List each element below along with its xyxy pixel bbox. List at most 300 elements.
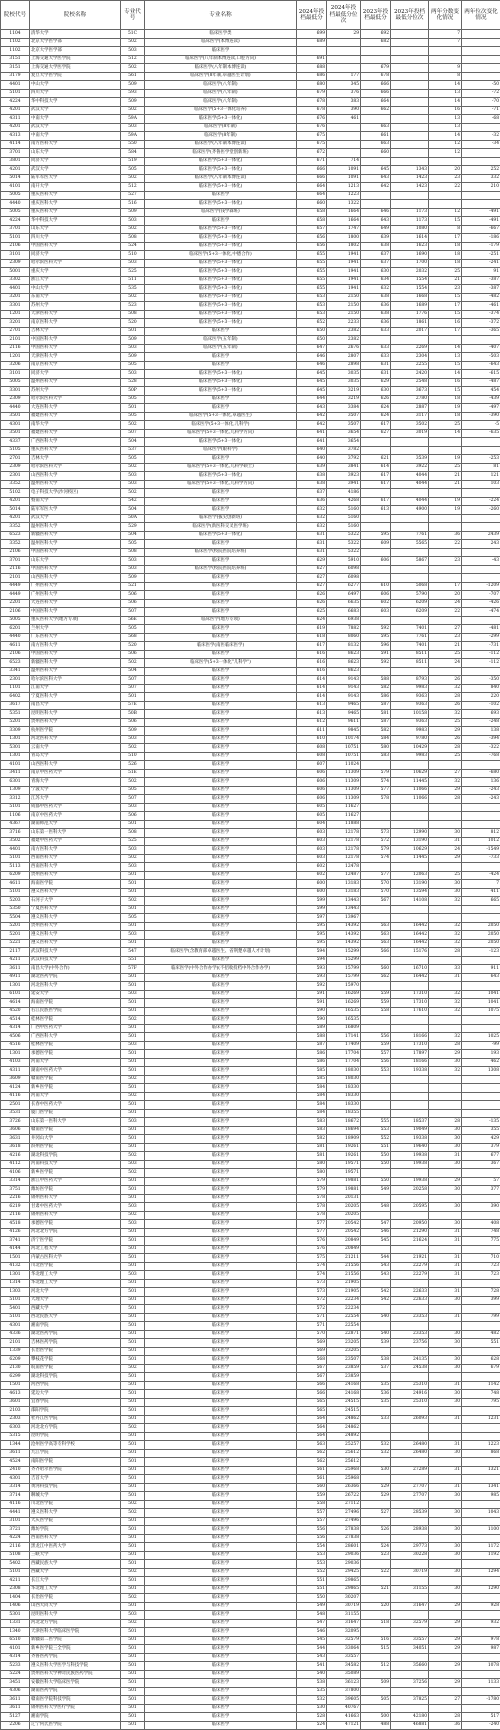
cell-rank-2023 xyxy=(391,200,429,209)
table-row xyxy=(1,191,500,200)
cell-major-code: 506 xyxy=(121,812,145,821)
cell-score-2023: 626 xyxy=(361,395,391,404)
cell-school-name: 贵州医科大学神奇民族医药学院 xyxy=(30,1670,121,1679)
cell-school-code: 5127 xyxy=(1,1713,30,1722)
cell-major-code: 501 xyxy=(121,1177,145,1186)
cell-rank-change: -1549 xyxy=(462,846,500,855)
cell-score-2024: 535 xyxy=(297,1687,327,1696)
cell-score-2023: 617 xyxy=(361,421,391,430)
table-row xyxy=(1,115,500,124)
cell-school-code: 3611 xyxy=(1,965,30,974)
cell-score-2023: 537 xyxy=(361,1364,391,1373)
cell-school-code: 4101 xyxy=(1,1645,30,1654)
cell-score-2023 xyxy=(361,1075,391,1084)
cell-score-change: 29 xyxy=(429,1645,462,1654)
cell-rank-2024: 3219 xyxy=(327,387,361,396)
col-header-2024-rank: 2024年投档最低分位次 xyxy=(327,1,361,30)
cell-score-2024: 579 xyxy=(297,1177,327,1186)
cell-score-2024: 608 xyxy=(297,744,327,753)
cell-rank-2023 xyxy=(391,1517,429,1526)
cell-major-code: 501 xyxy=(121,905,145,914)
cell-score-2023 xyxy=(361,191,391,200)
table-row xyxy=(1,837,500,846)
cell-score-2024: 564 xyxy=(297,1432,327,1441)
cell-score-change: 28 xyxy=(429,795,462,804)
cell-school-code: 6303 xyxy=(1,1424,30,1433)
cell-school-name: 北京大学医学部 xyxy=(30,38,121,47)
cell-score-change xyxy=(429,1432,462,1441)
cell-rank-2023 xyxy=(391,1458,429,1467)
cell-score-change: 27 xyxy=(429,769,462,778)
cell-rank-2024: 23205 xyxy=(327,1347,361,1356)
cell-major-name: 临床医学 xyxy=(145,1177,297,1186)
cell-rank-2023: 2269 xyxy=(391,344,429,353)
table-row xyxy=(1,429,500,438)
cell-rank-2024: 24862 xyxy=(327,1415,361,1424)
cell-rank-change: 193 xyxy=(462,1050,500,1059)
cell-major-code: 509 xyxy=(121,574,145,583)
cell-rank-2024: 376 xyxy=(327,89,361,98)
cell-score-2024: 647 xyxy=(297,344,327,353)
table-row xyxy=(1,480,500,489)
cell-school-name: 赣南医学院 xyxy=(30,1126,121,1135)
cell-score-change xyxy=(429,548,462,557)
cell-rank-2023: 35660 xyxy=(391,1662,429,1671)
cell-major-name: 临床医学 xyxy=(145,455,297,464)
cell-score-2024: 638 xyxy=(297,472,327,481)
cell-school-code: 4311 xyxy=(1,115,30,124)
cell-school-name: 三峡大学 xyxy=(30,1551,121,1560)
cell-school-code: 4314 xyxy=(1,1653,30,1662)
cell-major-name: 临床医学(5+3一体化,儿科学方向) xyxy=(145,429,297,438)
cell-rank-2023: 27707 xyxy=(391,1483,429,1492)
cell-score-2023: 530 xyxy=(361,1466,391,1475)
cell-school-code: 3726 xyxy=(1,1118,30,1127)
cell-major-code: 593 xyxy=(121,89,145,98)
cell-score-change xyxy=(429,982,462,991)
cell-school-name: 温州医科大学 xyxy=(30,523,121,532)
cell-school-code: 6523 xyxy=(1,531,30,540)
cell-rank-2024: 29036 xyxy=(327,1551,361,1560)
cell-score-2023 xyxy=(361,914,391,923)
col-header-major-code: 专业代号 xyxy=(121,1,145,30)
cell-score-2023: 603 xyxy=(361,608,391,617)
cell-score-change: 31 xyxy=(429,1237,462,1246)
cell-rank-2024: 27496 xyxy=(327,1517,361,1526)
table-row xyxy=(1,1016,500,1025)
cell-rank-2024: 18672 xyxy=(327,1118,361,1127)
cell-major-code: 501 xyxy=(121,1704,145,1713)
cell-school-code: 5221 xyxy=(1,939,30,948)
table-row xyxy=(1,370,500,379)
cell-rank-2024: 15299 xyxy=(327,956,361,965)
cell-rank-change: 367 xyxy=(462,1160,500,1169)
cell-major-code: 501 xyxy=(121,1670,145,1679)
cell-major-code: 502 xyxy=(121,421,145,430)
cell-rank-2024: 3507 xyxy=(327,421,361,430)
cell-rank-2024: 2807 xyxy=(327,353,361,362)
cell-rank-change: 723 xyxy=(462,1262,500,1271)
cell-score-2024: 616 xyxy=(297,667,327,676)
cell-school-code: 3314 xyxy=(1,1177,30,1186)
cell-score-2023: 580 xyxy=(361,744,391,753)
cell-major-name: 临床医学 xyxy=(145,803,297,812)
cell-school-code: 3502 xyxy=(1,837,30,846)
cell-rank-2023: 18537 xyxy=(391,1118,429,1127)
table-row xyxy=(1,1475,500,1484)
cell-school-code: 1102 xyxy=(1,47,30,56)
cell-school-code: 4514 xyxy=(1,1016,30,1025)
cell-rank-2023: 17610 xyxy=(391,1007,429,1016)
table-row xyxy=(1,676,500,685)
cell-score-2024: 653 xyxy=(297,302,327,311)
cell-rank-2024: 26366 xyxy=(327,1483,361,1492)
cell-score-2024: 616 xyxy=(297,659,327,668)
cell-score-2024: 625 xyxy=(297,608,327,617)
cell-major-code: 526 xyxy=(121,761,145,770)
table-row xyxy=(1,769,500,778)
cell-score-change xyxy=(429,667,462,676)
cell-major-name: 临床医学 xyxy=(145,191,297,200)
table-row xyxy=(1,693,500,702)
cell-rank-2023 xyxy=(391,803,429,812)
cell-school-code: 2301 xyxy=(1,472,30,481)
cell-rank-2024: 345 xyxy=(327,81,361,90)
cell-score-2023: 500 xyxy=(361,1713,391,1722)
cell-major-name: 临床医学 xyxy=(145,1356,297,1365)
cell-school-name: 湖南医药学院 xyxy=(30,1687,121,1696)
table-row xyxy=(1,1568,500,1577)
cell-score-change xyxy=(429,761,462,770)
cell-major-name: 临床医学 xyxy=(145,939,297,948)
cell-major-code: 502 xyxy=(121,174,145,183)
table-row xyxy=(1,982,500,991)
cell-score-2023: 527 xyxy=(361,1509,391,1518)
cell-school-code: 1501 xyxy=(1,1381,30,1390)
cell-rank-2023 xyxy=(391,565,429,574)
cell-score-2023: 551 xyxy=(361,1143,391,1152)
cell-major-name: 临床医学 xyxy=(145,1704,297,1713)
cell-score-change xyxy=(429,1611,462,1620)
cell-major-code: 502 xyxy=(121,293,145,302)
cell-score-change: 25 xyxy=(429,718,462,727)
cell-score-change xyxy=(429,574,462,583)
cell-rank-2023: 46881 xyxy=(391,1721,429,1730)
table-row xyxy=(1,786,500,795)
cell-score-change xyxy=(429,1373,462,1382)
cell-score-2023: 581 xyxy=(361,710,391,719)
cell-school-code: 4401 xyxy=(1,285,30,294)
cell-rank-2023: 9363 xyxy=(391,693,429,702)
cell-rank-2024: 20542 xyxy=(327,1220,361,1229)
cell-rank-change xyxy=(462,1322,500,1331)
cell-score-2024: 642 xyxy=(297,421,327,430)
cell-major-code: 501 xyxy=(121,1577,145,1586)
cell-score-change: 14 xyxy=(429,344,462,353)
cell-school-code: 5105 xyxy=(1,446,30,455)
cell-score-2024: 593 xyxy=(297,973,327,982)
cell-score-2023: 555 xyxy=(361,1118,391,1127)
cell-school-name: 长春中医药大学 xyxy=(30,1101,121,1110)
cell-major-name: 临床医学 xyxy=(145,897,297,906)
cell-rank-2024: 20131 xyxy=(327,1194,361,1203)
cell-school-code: 4201 xyxy=(1,497,30,506)
cell-rank-2023 xyxy=(391,1432,429,1441)
cell-rank-2023 xyxy=(391,30,429,39)
cell-major-name: 临床医学 xyxy=(145,888,297,897)
cell-score-2023 xyxy=(361,523,391,532)
cell-rank-change: 551 xyxy=(462,1339,500,1348)
table-row xyxy=(1,531,500,540)
cell-school-name: 长治医学院 xyxy=(30,1594,121,1603)
cell-rank-2024: 23507 xyxy=(327,1356,361,1365)
cell-major-name: 临床医学 xyxy=(145,795,297,804)
cell-score-2023 xyxy=(361,115,391,124)
cell-school-code: 3801 xyxy=(1,157,30,166)
cell-score-2024: 580 xyxy=(297,1160,327,1169)
cell-score-2023: 515 xyxy=(361,1645,391,1654)
cell-major-name: 临床医学 xyxy=(145,1126,297,1135)
cell-rank-2023: 27707 xyxy=(391,1492,429,1501)
cell-major-name: 临床医学 xyxy=(145,871,297,880)
cell-score-2023 xyxy=(361,1016,391,1025)
cell-school-name: 河南大学 xyxy=(30,1058,121,1067)
cell-major-name: 临床医学(5+3一体化,儿科学硕士) xyxy=(145,463,297,472)
cell-school-name: 青岛大学 xyxy=(30,752,121,761)
cell-rank-change xyxy=(462,1279,500,1288)
cell-major-name: 临床医学(5+3一体化) xyxy=(145,225,297,234)
cell-rank-change: -224 xyxy=(462,497,500,506)
cell-score-change xyxy=(429,820,462,829)
cell-rank-2023: 13190 xyxy=(391,837,429,846)
cell-rank-2023 xyxy=(391,47,429,56)
cell-score-change: 15 xyxy=(429,293,462,302)
table-row xyxy=(1,1577,500,1586)
cell-score-2024: 577 xyxy=(297,1220,327,1229)
cell-rank-2024: 3219 xyxy=(327,395,361,404)
cell-school-name: 福建医科大学 xyxy=(30,429,121,438)
table-row xyxy=(1,1645,500,1654)
cell-major-code: 501 xyxy=(121,1330,145,1339)
cell-score-2024: 605 xyxy=(297,812,327,821)
cell-school-code: 4336 xyxy=(1,1330,30,1339)
cell-score-change: 28 xyxy=(429,744,462,753)
cell-score-2023: 592 xyxy=(361,659,391,668)
cell-score-2024: 655 xyxy=(297,268,327,277)
cell-rank-2024: 20205 xyxy=(327,1211,361,1220)
cell-school-name: 温州医科大学 xyxy=(30,378,121,387)
cell-school-code: 4132 xyxy=(1,1262,30,1271)
cell-school-name: 四川大学 xyxy=(30,89,121,98)
cell-score-2024: 607 xyxy=(297,761,327,770)
cell-score-change: 30 xyxy=(429,1126,462,1135)
cell-score-change: 20 xyxy=(429,591,462,600)
cell-rank-2023: 28539 xyxy=(391,1509,429,1518)
cell-rank-2024: 1091 xyxy=(327,166,361,175)
cell-major-code: 501 xyxy=(121,1245,145,1254)
cell-rank-2024: 9465 xyxy=(327,710,361,719)
table-row xyxy=(1,1322,500,1331)
cell-rank-2024: 18355 xyxy=(327,1109,361,1118)
table-row xyxy=(1,744,500,753)
cell-score-change: 30 xyxy=(429,1585,462,1594)
cell-rank-2024: 27496 xyxy=(327,1509,361,1518)
cell-score-change: 33 xyxy=(429,965,462,974)
cell-rank-2024: 20542 xyxy=(327,1228,361,1237)
cell-score-change: 32 xyxy=(429,939,462,948)
cell-score-2023 xyxy=(361,336,391,345)
cell-school-name: 沧州医学高等专科学校 xyxy=(30,1441,121,1450)
cell-school-name: 聊城大学 xyxy=(30,1492,121,1501)
cell-school-code: 3714 xyxy=(1,1492,30,1501)
cell-rank-2024: 11627 xyxy=(327,803,361,812)
cell-rank-change: 2439 xyxy=(462,531,500,540)
cell-rank-change xyxy=(462,1653,500,1662)
cell-rank-2024: 1802 xyxy=(327,242,361,251)
cell-school-code: 4520 xyxy=(1,1007,30,1016)
cell-score-2023: 664 xyxy=(361,98,391,107)
cell-score-2024: 678 xyxy=(297,98,327,107)
cell-rank-2023 xyxy=(391,514,429,523)
cell-rank-2023 xyxy=(391,336,429,345)
cell-major-name: 临床医学(5+3一体化) xyxy=(145,166,297,175)
cell-rank-2023: 3539 xyxy=(391,455,429,464)
cell-rank-change: 643 xyxy=(462,973,500,982)
table-row xyxy=(1,1186,500,1195)
cell-school-code: 5224 xyxy=(1,1670,30,1679)
cell-score-change: 17 xyxy=(429,302,462,311)
cell-rank-2023 xyxy=(391,1475,429,1484)
cell-score-2023: 518 xyxy=(361,1619,391,1628)
table-row xyxy=(1,1687,500,1696)
cell-rank-2024: 17141 xyxy=(327,1033,361,1042)
cell-school-code: 2116 xyxy=(1,565,30,574)
cell-school-name: 同济大学 xyxy=(30,157,121,166)
cell-major-name: 临床医学(八年制) xyxy=(145,89,297,98)
cell-rank-change: -240 xyxy=(462,1721,500,1730)
cell-rank-2024: 22554 xyxy=(327,1322,361,1331)
cell-score-2024: 547 xyxy=(297,1619,327,1628)
cell-score-2024: 645 xyxy=(297,387,327,396)
cell-rank-2023: 19338 xyxy=(391,1135,429,1144)
cell-major-code: 501 xyxy=(121,1058,145,1067)
cell-score-2024: 595 xyxy=(297,922,327,931)
cell-major-code: 501 xyxy=(121,888,145,897)
table-row xyxy=(1,557,500,566)
cell-rank-change xyxy=(462,565,500,574)
col-header-school-code: 院校代号 xyxy=(1,1,30,30)
cell-score-2023 xyxy=(361,1084,391,1093)
cell-major-name: 临床医学 xyxy=(145,1517,297,1526)
table-row xyxy=(1,1585,500,1594)
cell-rank-2023 xyxy=(391,1628,429,1637)
cell-rank-change: 377 xyxy=(462,1186,500,1195)
cell-rank-2023: 10429 xyxy=(391,744,429,753)
cell-score-2024: 594 xyxy=(297,948,327,957)
cell-score-2024: 599 xyxy=(297,905,327,914)
cell-score-2024: 599 xyxy=(297,897,327,906)
cell-rank-change: -50 xyxy=(462,81,500,90)
cell-score-2023: 633 xyxy=(361,353,391,362)
cell-rank-2024: 27838 xyxy=(327,1526,361,1535)
cell-school-code: 1301 xyxy=(1,735,30,744)
table-row xyxy=(1,1084,500,1093)
cell-score-change xyxy=(429,1084,462,1093)
cell-school-code: 4614 xyxy=(1,999,30,1008)
cell-school-code: 4211 xyxy=(1,956,30,965)
cell-school-code: 3352 xyxy=(1,523,30,532)
cell-school-name: 西藏民族大学 xyxy=(30,1560,121,1569)
cell-major-name: 临床医学 xyxy=(145,846,297,855)
cell-major-name: 临床医学 xyxy=(145,820,297,829)
cell-major-code: 509 xyxy=(121,353,145,362)
cell-score-2024: 584 xyxy=(297,1084,327,1093)
cell-score-change: 31 xyxy=(429,1483,462,1492)
cell-rank-2024: 714 xyxy=(327,157,361,166)
cell-score-2024: 591 xyxy=(297,990,327,999)
cell-major-name: 临床医学 xyxy=(145,1254,297,1263)
table-row xyxy=(1,1109,500,1118)
cell-score-change: 27 xyxy=(429,1696,462,1705)
cell-school-code: 2303 xyxy=(1,1415,30,1424)
cell-school-name: 青海大学 xyxy=(30,778,121,787)
cell-rank-2023: 20595 xyxy=(391,1203,429,1212)
cell-rank-change: -70 xyxy=(462,98,500,107)
col-header-2023-rank: 2023年投档最低分位次 xyxy=(391,1,429,30)
cell-score-change: 28 xyxy=(429,1041,462,1050)
cell-score-2023 xyxy=(361,1024,391,1033)
table-row xyxy=(1,38,500,47)
cell-rank-change xyxy=(462,1024,500,1033)
table-row xyxy=(1,1007,500,1016)
cell-school-name: 江苏大学 xyxy=(30,795,121,804)
cell-score-change: 8 xyxy=(429,225,462,234)
cell-score-change xyxy=(429,905,462,914)
cell-rank-2023 xyxy=(391,446,429,455)
cell-score-2024: 658 xyxy=(297,208,327,217)
cell-major-name: 临床医学 xyxy=(145,1186,297,1195)
cell-major-code: 501 xyxy=(121,1109,145,1118)
cell-score-change xyxy=(429,1628,462,1637)
cell-score-change: 22 xyxy=(429,183,462,192)
cell-rank-2024: 29 xyxy=(327,30,361,39)
cell-rank-2024: 37800 xyxy=(327,1687,361,1696)
table-row xyxy=(1,1526,500,1535)
cell-school-name: 海南医学院 xyxy=(30,880,121,889)
cell-score-2023: 692 xyxy=(361,30,391,39)
cell-rank-2023: 1690 xyxy=(391,251,429,260)
cell-school-code: 3341 xyxy=(1,667,30,676)
cell-school-name: 赣南医学院 xyxy=(30,1075,121,1084)
cell-school-name: 石河子大学 xyxy=(30,897,121,906)
cell-score-2024: 581 xyxy=(297,1152,327,1161)
cell-rank-2023 xyxy=(391,982,429,991)
cell-score-2024: 660 xyxy=(297,200,327,209)
cell-score-2024: 581 xyxy=(297,1143,327,1152)
cell-school-code: 3531 xyxy=(1,1109,30,1118)
cell-rank-2024: 22234 xyxy=(327,1296,361,1305)
cell-score-change xyxy=(429,489,462,498)
cell-score-2023: 557 xyxy=(361,1050,391,1059)
cell-rank-change: -707 xyxy=(462,591,500,600)
cell-school-name: 同济大学 xyxy=(30,251,121,260)
cell-score-change: 22 xyxy=(429,540,462,549)
cell-score-2023: 633 xyxy=(361,344,391,353)
table-row xyxy=(1,293,500,302)
cell-school-name: 湖北医药学院 xyxy=(30,1330,121,1339)
cell-score-change: 30 xyxy=(429,1186,462,1195)
cell-rank-change xyxy=(462,446,500,455)
